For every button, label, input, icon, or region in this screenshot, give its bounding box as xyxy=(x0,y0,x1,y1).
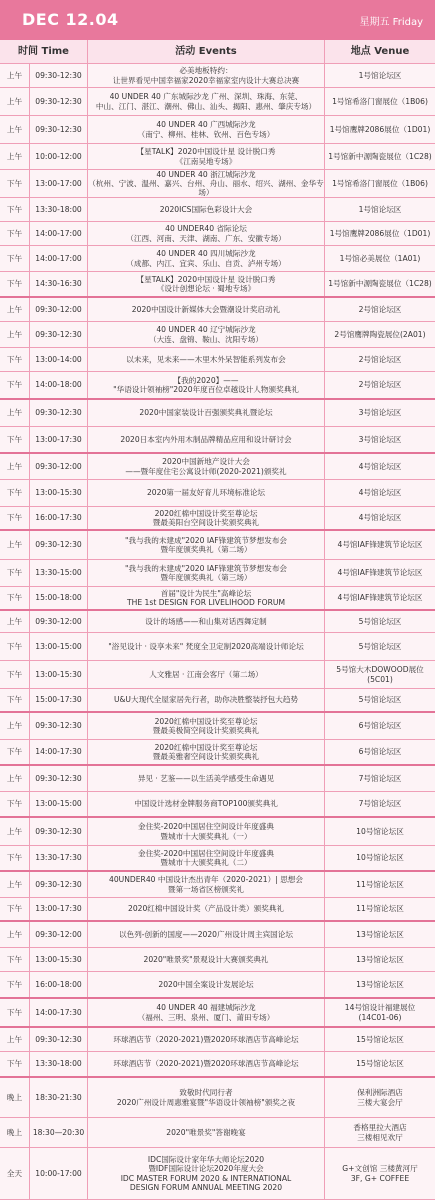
table-row xyxy=(0,116,435,144)
date-label: DEC 12.04 xyxy=(22,10,119,29)
period-cell: 晚上 xyxy=(0,1118,30,1147)
event-cell: 以未来，见未来——木里木外呆智能系列发布会 xyxy=(88,348,325,371)
time-cell: 09:30-12:30 xyxy=(30,400,88,426)
time-cell: 18:30—20:30 xyxy=(30,1118,88,1147)
venue-cell: 7号馆论坛区 xyxy=(358,773,402,783)
time-cell: 09:30-12:30 xyxy=(30,872,88,897)
date-banner xyxy=(0,0,435,40)
time-cell: 10:00-17:00 xyxy=(30,1148,88,1199)
time-cell: 09:30-12:30 xyxy=(30,64,88,87)
venue-cell: 5号馆论坛区 xyxy=(358,695,402,705)
table-row xyxy=(0,322,435,348)
time-cell: 14:00-17:30 xyxy=(30,740,88,764)
time-cell: 14:00-17:30 xyxy=(30,999,88,1026)
event-cell: "我与我的未建成"2020 IAF锋建筑节梦想发布会 暨年度颁奖典礼（第三场） xyxy=(88,560,325,586)
table-row xyxy=(0,948,435,972)
venue-cell: 5号馆论坛区 xyxy=(358,641,402,651)
table-header xyxy=(0,40,435,64)
event-cell: 40 UNDER 40 福建城际沙龙 （福州、三明、泉州、厦门、莆田专场） xyxy=(88,999,325,1026)
time-cell: 14:00-17:00 xyxy=(30,222,88,245)
time-cell: 13:00-15:30 xyxy=(30,661,88,688)
table-row xyxy=(0,507,435,531)
venue-cell: 4号馆论坛区 xyxy=(358,513,402,523)
time-cell: 14:30-16:30 xyxy=(30,272,88,296)
period-cell: 下午 xyxy=(0,633,30,660)
event-cell: 金住奖-2020中国居住空间设计年度盛典 暨城市十大颁奖典礼（二） xyxy=(88,846,325,870)
event-cell: 2020红棉中国设计奖至尊论坛 暨最美极简空间设计奖颁奖典礼 xyxy=(88,713,325,739)
table-row xyxy=(0,661,435,689)
time-cell: 09:30-12:30 xyxy=(30,818,88,845)
time-cell: 09:30-12:30 xyxy=(30,322,88,347)
venue-cell: 1号馆必美展位（1A01) xyxy=(339,253,421,263)
period-cell: 下午 xyxy=(0,792,30,816)
time-cell: 09:30-12:30 xyxy=(30,766,88,791)
table-row xyxy=(0,633,435,661)
venue-cell: 13号馆论坛区 xyxy=(356,954,404,964)
table-row xyxy=(0,922,435,948)
table-row xyxy=(0,1052,435,1078)
period-cell: 上午 xyxy=(0,88,30,115)
venue-cell: 2号馆论坛区 xyxy=(358,380,402,390)
event-cell: 40UNDER40 中国设计杰出青年（2020-2021）| 思想会 暨第一场省区榜颁奖礼 xyxy=(88,872,325,897)
table-row xyxy=(0,427,435,454)
time-cell: 09:30-12:00 xyxy=(30,298,88,321)
venue-cell: 4号馆论坛区 xyxy=(358,461,402,471)
event-cell: 2020中国新地产设计大会 ——暨年度住宅公寓设计师(2020-2021)颁奖礼 xyxy=(88,454,325,479)
venue-cell: 3号馆论坛区 xyxy=(358,408,402,418)
event-cell: 【我的2020】—— "华语设计领袖榜"2020年度百位卓越设计人物颁奖典礼 xyxy=(88,372,325,398)
table-row xyxy=(0,1078,435,1118)
table-row xyxy=(0,170,435,198)
period-cell: 下午 xyxy=(0,272,30,296)
time-cell: 10:00-12:00 xyxy=(30,144,88,169)
venue-cell: 2号馆论坛区 xyxy=(358,304,402,314)
time-cell: 13:00-17:00 xyxy=(30,170,88,197)
event-column-header: 活动 Events xyxy=(88,40,325,64)
table-row xyxy=(0,348,435,372)
event-cell: 环球酒店节（2020-2021)暨2020环球酒店节高峰论坛 xyxy=(88,1052,325,1076)
period-cell: 下午 xyxy=(0,507,30,529)
time-cell: 09:30-12:00 xyxy=(30,922,88,947)
period-cell: 下午 xyxy=(0,661,30,688)
period-cell: 上午 xyxy=(0,922,30,947)
time-cell: 16:00-18:00 xyxy=(30,972,88,997)
venue-cell: 10号馆论坛区 xyxy=(356,826,404,836)
event-cell: 2020第一届友好育儿环境标准论坛 xyxy=(88,480,325,506)
period-cell: 上午 xyxy=(0,818,30,845)
period-cell: 上午 xyxy=(0,298,30,321)
event-cell: 2020"唯景奖"答谢晚宴 xyxy=(88,1118,325,1147)
venue-column-header: 地点 Venue xyxy=(350,46,410,57)
venue-cell: 香格里拉大酒店 三楼相见欢厅 xyxy=(353,1123,407,1142)
event-cell: 2020红棉中国设计奖至尊论坛 暨最美阳台空间设计奖颁奖典礼 xyxy=(88,507,325,529)
venue-cell: 14号馆设计福建展位 (14C01-06) xyxy=(344,1003,416,1022)
venue-cell: 2号馆鹰牌陶瓷展位(2A01) xyxy=(334,329,426,339)
venue-cell: 1号馆希洛门窗展位（1B06) xyxy=(332,178,428,188)
table-row xyxy=(0,1148,435,1200)
venue-cell: 4号馆IAF锋建筑节论坛区 xyxy=(337,593,423,603)
time-cell: 09:30-12:30 xyxy=(30,1028,88,1051)
event-cell: 2020ICS国际色彩设计大会 xyxy=(88,198,325,221)
period-cell: 下午 xyxy=(0,689,30,711)
period-cell: 下午 xyxy=(0,222,30,245)
period-cell: 下午 xyxy=(0,170,30,197)
venue-cell: 11号馆论坛区 xyxy=(356,879,404,889)
venue-cell: 6号馆论坛区 xyxy=(358,747,402,757)
table-row xyxy=(0,144,435,170)
period-cell: 晚上 xyxy=(0,1078,30,1117)
period-cell: 下午 xyxy=(0,740,30,764)
event-cell: 2020中国全案设计发展论坛 xyxy=(88,972,325,997)
table-row xyxy=(0,1028,435,1052)
table-row xyxy=(0,872,435,898)
event-cell: 人文雅居 · 江南会客厅（第二场） xyxy=(88,661,325,688)
time-cell: 13:00-15:30 xyxy=(30,948,88,971)
event-cell: 2020中国设计新媒体大会暨潮设计奖启动礼 xyxy=(88,298,325,321)
table-row xyxy=(0,480,435,507)
time-cell: 13:30-18:00 xyxy=(30,1052,88,1076)
period-cell: 上午 xyxy=(0,116,30,143)
venue-cell: 4号馆IAF锋建筑节论坛区 xyxy=(337,540,423,550)
period-cell: 下午 xyxy=(0,198,30,221)
time-cell: 09:30-12:00 xyxy=(30,611,88,632)
period-cell: 下午 xyxy=(0,999,30,1026)
period-cell: 下午 xyxy=(0,480,30,506)
time-cell: 13:00-17:30 xyxy=(30,427,88,452)
time-cell: 15:00-17:30 xyxy=(30,689,88,711)
event-cell: U&U大现代全屋家居先行者，助你决胜整装抒包大趋势 xyxy=(88,689,325,711)
time-cell: 09:30-12:30 xyxy=(30,531,88,559)
venue-cell: 1号馆鹰牌2086展位（1D01) xyxy=(329,228,431,238)
venue-cell: 1号馆新中源陶瓷展位（1C28) xyxy=(328,151,432,161)
period-cell: 上午 xyxy=(0,611,30,632)
period-cell: 上午 xyxy=(0,872,30,897)
period-cell: 上午 xyxy=(0,531,30,559)
table-row xyxy=(0,272,435,298)
venue-cell: 1号馆新中源陶瓷展位（1C28) xyxy=(328,279,432,289)
period-cell: 下午 xyxy=(0,246,30,271)
table-row xyxy=(0,846,435,872)
period-cell: 下午 xyxy=(0,587,30,609)
period-cell: 下午 xyxy=(0,1052,30,1076)
period-cell: 上午 xyxy=(0,713,30,739)
table-row xyxy=(0,740,435,766)
time-cell: 16:00-17:30 xyxy=(30,507,88,529)
period-cell: 下午 xyxy=(0,898,30,920)
table-row xyxy=(0,198,435,222)
venue-cell: 6号馆论坛区 xyxy=(358,721,402,731)
weekday-label: 星期五 Friday xyxy=(359,17,423,28)
table-row xyxy=(0,898,435,922)
time-cell: 09:30-12:30 xyxy=(30,116,88,143)
event-cell: 40 UNDER40 省际论坛 （江西、河南、天津、湖南、广东、安徽专场） xyxy=(88,222,325,245)
time-cell: 13:00-15:30 xyxy=(30,480,88,506)
table-row xyxy=(0,972,435,999)
time-cell: 09:30-12:30 xyxy=(30,713,88,739)
event-cell: 必美地板特约： 让世界看见中国幸福家2020幸福家室内设计大赛总决赛 xyxy=(88,64,325,87)
period-cell: 下午 xyxy=(0,372,30,398)
table-row xyxy=(0,792,435,818)
event-cell: 异见 · 艺鉴——以生活美学感受生命遇见 xyxy=(88,766,325,791)
time-cell: 15:00-18:00 xyxy=(30,587,88,609)
venue-cell: 1号馆希洛门窗展位（1B06) xyxy=(332,96,428,106)
event-cell: 40 UNDER 40 四川城际沙龙 （成都、内江、宜宾、乐山、自贡、泸州专场） xyxy=(88,246,325,271)
event-cell: 40 UNDER 40 浙江城际沙龙 （杭州、宁波、温州、嘉兴、台州、舟山、丽水、绍兴、湖州、金华专场） xyxy=(88,170,324,197)
venue-cell: 11号馆论坛区 xyxy=(356,904,404,914)
table-row xyxy=(0,454,435,480)
venue-cell: 1号馆鹰牌2086展位（1D01) xyxy=(329,124,431,134)
venue-cell: 1号馆论坛区 xyxy=(358,204,402,214)
table-row xyxy=(0,246,435,272)
period-cell: 上午 xyxy=(0,144,30,169)
table-row xyxy=(0,818,435,846)
period-cell: 全天 xyxy=(0,1148,30,1199)
table-row xyxy=(0,298,435,322)
venue-cell: 3号馆论坛区 xyxy=(358,434,402,444)
venue-cell: 5号馆大木DOWOOD展位 (5C01) xyxy=(336,665,424,684)
venue-cell: 13号馆论坛区 xyxy=(356,929,404,939)
event-cell: 中国设计选材金牌服务商TOP100颁奖典礼 xyxy=(88,792,325,816)
period-cell: 上午 xyxy=(0,400,30,426)
event-cell: 2020日本室内外用木制品牌精品应用和设计研讨会 xyxy=(88,427,325,452)
period-cell: 下午 xyxy=(0,560,30,586)
venue-cell: 5号馆论坛区 xyxy=(358,616,402,626)
period-cell: 下午 xyxy=(0,846,30,870)
time-cell: 13:00-14:00 xyxy=(30,348,88,371)
event-cell: 设计的场感——和山集对话西舞定制 xyxy=(88,611,325,632)
period-cell: 上午 xyxy=(0,766,30,791)
table-row xyxy=(0,560,435,587)
venue-cell: 4号馆论坛区 xyxy=(358,488,402,498)
event-cell: IDC国际设计家年华大师论坛2020 暨IDF国际设计论坛2020年度大会 IDC MASTER FORUM 2020 & INTERNATIONAL DESIGN FORUM ANNUAL MEETING 2020 xyxy=(88,1148,325,1199)
time-cell: 14:00-18:00 xyxy=(30,372,88,398)
venue-cell: 保利洲际酒店 三楼大宴会厅 xyxy=(357,1088,403,1107)
table-row xyxy=(0,400,435,427)
table-row xyxy=(0,611,435,633)
event-cell: 环球酒店节（2020-2021)暨2020环球酒店节高峰论坛 xyxy=(88,1028,325,1051)
event-cell: 40 UNDER 40 辽宁城际沙龙 （大连、盘锦、鞍山、沈阳专场） xyxy=(88,322,325,347)
event-cell: 2020红棉中国设计奖（产品设计类）颁奖典礼 xyxy=(88,898,325,920)
event-cell: 2020"唯景奖"景观设计大赛颁奖典礼 xyxy=(88,948,325,971)
table-row xyxy=(0,372,435,400)
time-cell: 18:30-21:30 xyxy=(30,1078,88,1117)
venue-cell: 13号馆论坛区 xyxy=(356,979,404,989)
period-cell: 下午 xyxy=(0,972,30,997)
period-cell: 上午 xyxy=(0,322,30,347)
time-cell: 14:00-17:00 xyxy=(30,246,88,271)
table-row xyxy=(0,999,435,1028)
event-cell: 以色列-创新的国度——2020广州设计周主宾国论坛 xyxy=(88,922,325,947)
time-cell: 09:30-12:30 xyxy=(30,88,88,115)
event-cell: 2020中国家装设计百强颁奖典礼暨论坛 xyxy=(88,400,325,426)
time-cell: 13:00-17:30 xyxy=(30,898,88,920)
time-cell: 13:00-15:00 xyxy=(30,633,88,660)
table-row xyxy=(0,766,435,792)
event-cell: "我与我的未建成"2020 IAF锋建筑节梦想发布会 暨年度颁奖典礼（第二场） xyxy=(88,531,325,559)
table-row xyxy=(0,88,435,116)
venue-cell: 4号馆IAF锋建筑节论坛区 xyxy=(337,568,423,578)
period-cell: 上午 xyxy=(0,454,30,479)
table-row xyxy=(0,1118,435,1148)
venue-cell: 15号馆论坛区 xyxy=(356,1034,404,1044)
time-cell: 09:30-12:00 xyxy=(30,454,88,479)
event-cell: 首届"设计为民生"高峰论坛 THE 1st DESIGN FOR LIVELIHOOD FORUM xyxy=(88,587,325,609)
period-cell: 上午 xyxy=(0,64,30,87)
table-row xyxy=(0,222,435,246)
table-row xyxy=(0,587,435,611)
event-cell: 40 UNDER 40 广西城际沙龙 （南宁、柳州、桂林、钦州、百色专场） xyxy=(88,116,325,143)
event-cell: 金住奖-2020中国居住空间设计年度盛典 暨城市十大颁奖典礼（一） xyxy=(88,818,325,845)
event-cell: 【星TALK】2020中国设计星 设计脱口秀 《江南吴地专场》 xyxy=(88,144,325,169)
event-cell: "浴见设计 · 设享未来" 梵度全卫定制2020高端设计师论坛 xyxy=(88,633,325,660)
period-cell: 上午 xyxy=(0,1028,30,1051)
event-cell: 致敬时代同行者 2020广州设计周惠雅宴暨"华语设计领袖榜"颁奖之夜 xyxy=(88,1078,325,1117)
table-row xyxy=(0,713,435,740)
table-row xyxy=(0,531,435,560)
event-cell: 2020红棉中国设计奖至尊论坛 暨最美雅奢空间设计奖颁奖典礼 xyxy=(88,740,325,764)
time-column-header: 时间 Time xyxy=(0,40,88,64)
venue-cell: 10号馆论坛区 xyxy=(356,853,404,863)
venue-cell: 7号馆论坛区 xyxy=(358,799,402,809)
period-cell: 下午 xyxy=(0,948,30,971)
time-cell: 13:00-15:00 xyxy=(30,792,88,816)
time-cell: 13:30-15:00 xyxy=(30,560,88,586)
venue-cell: 2号馆论坛区 xyxy=(358,354,402,364)
event-cell: 40 UNDER 40 广东城际沙龙 广州、深圳、珠海、东莞、 中山、江门、湛江、潮州、佛山、汕头、揭阳、惠州、肇庆专场） xyxy=(88,88,325,115)
time-cell: 13:30-17:30 xyxy=(30,846,88,870)
event-cell: 【星TALK】2020中国设计星 设计脱口秀 《设计创想论坛 · 蜀地专场》 xyxy=(88,272,325,296)
venue-cell: 15号馆论坛区 xyxy=(356,1059,404,1069)
time-cell: 13:30-18:00 xyxy=(30,198,88,221)
venue-cell: 1号馆论坛区 xyxy=(358,70,402,80)
period-cell: 下午 xyxy=(0,348,30,371)
table-row xyxy=(0,64,435,88)
period-cell: 下午 xyxy=(0,427,30,452)
venue-cell: G+文创馆 三楼黄河厅 3F, G+ COFFEE xyxy=(342,1164,418,1183)
table-row xyxy=(0,689,435,713)
